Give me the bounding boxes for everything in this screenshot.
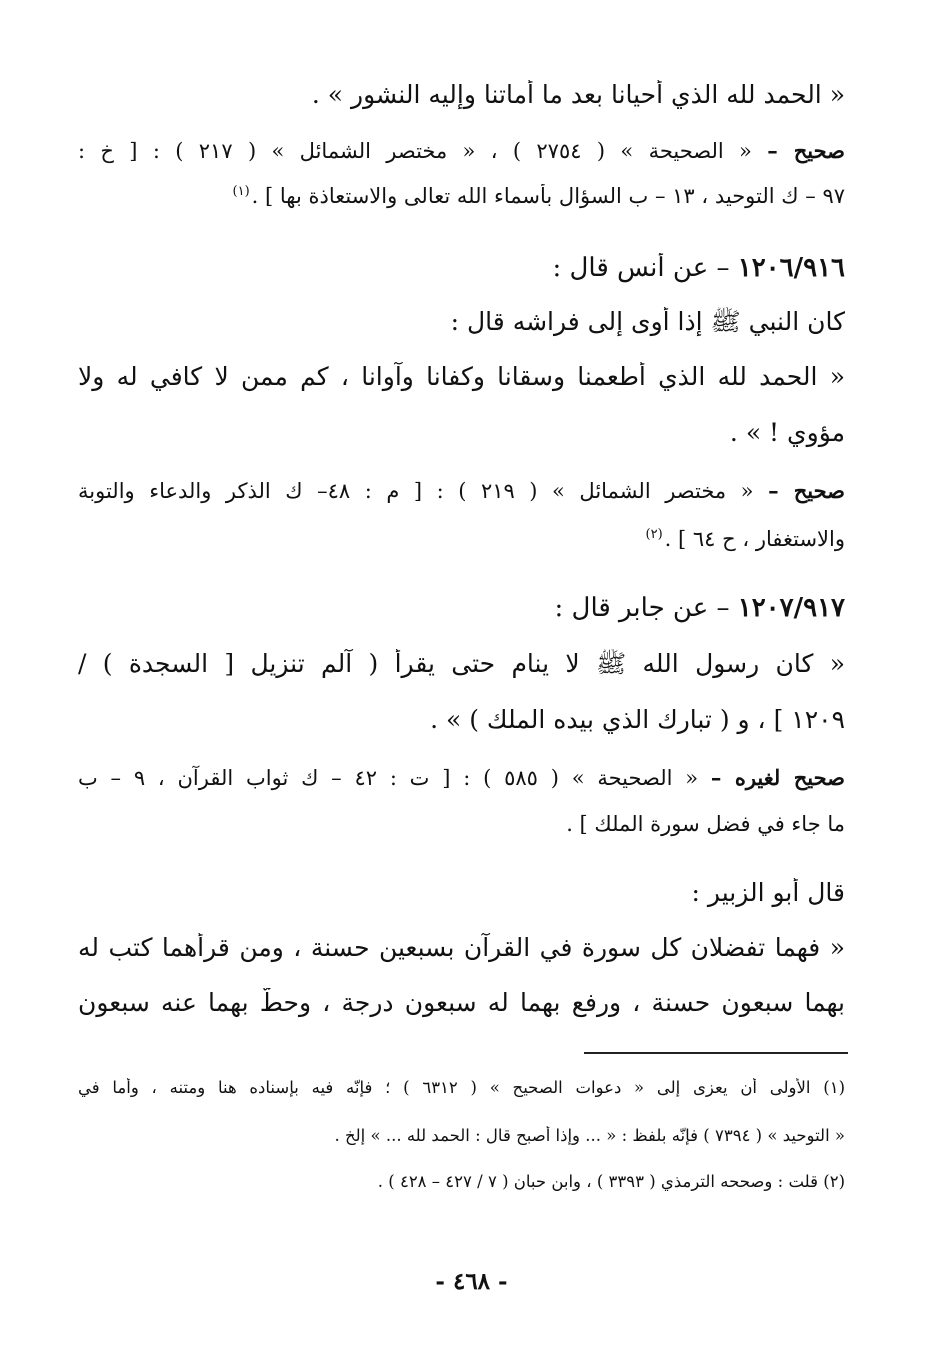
footnote-line: (١) الأولى أن يعزى إلى « دعوات الصحيح » ( ٦٣١٢ ) ؛ فإنّه فيه بإسناده هنا ومتنه ، وأما في: [78, 1078, 845, 1097]
hadith-text-line: « فهما تفضلان كل سورة في القرآن بسبعين حسنة ، ومن قرأهما كتب له: [78, 933, 845, 962]
grade-label: صحيح –: [768, 478, 845, 503]
hadith-text-line: ١٢٠٩ ] ، و ( تبارك الذي بيده الملك ) » .: [430, 705, 845, 734]
hadith-text-line: « الحمد لله الذي أحيانا بعد ما أماتنا وإليه النشور » .: [311, 80, 845, 109]
hadith-number: ١٢٠٧/٩١٧: [737, 593, 845, 623]
footnote-marker: (١): [232, 184, 250, 199]
hadith-text-line: كان النبي ﷺ إذا أوى إلى فراشه قال :: [450, 307, 845, 336]
footnote-divider: [584, 1052, 848, 1054]
grade-label: صحيح لغيره –: [710, 765, 845, 790]
source-text: « الصحيحة » ( ٢٧٥٤ ) ، « مختصر الشمائل » ( ٢١٧ ) : [ خ :: [78, 139, 768, 163]
narrator-text: – عن جابر قال :: [554, 593, 738, 623]
source-text: « الصحيحة » ( ٥٨٥ ) : [ ت : ٤٢ – ك ثواب القرآن ، ٩ – ب: [78, 766, 711, 790]
hadith-text-line: قال أبو الزبير :: [691, 878, 845, 907]
grade-label: صحيح –: [767, 138, 845, 163]
source-text: « مختصر الشمائل » ( ٢١٩ ) : [ م : ٤٨– ك الذكر والدعاء والتوبة: [78, 479, 769, 503]
source-line: [78, 765, 845, 791]
footnote-line: (٢) قلت : وصححه الترمذي ( ٣٣٩٣ ) ، وابن حبان ( ٧ / ٤٢٧ – ٤٢٨ ) .: [377, 1172, 845, 1191]
source-text: والاستغفار ، ح ٦٤ ] .: [664, 527, 845, 551]
hadith-number: ١٢٠٦/٩١٦: [737, 253, 845, 283]
hadith-text-line: « كان رسول الله ﷺ لا ينام حتى يقرأ ( آلم تنزيل [ السجدة ) /: [78, 649, 845, 678]
source-line: [78, 138, 845, 164]
footnote-marker: (٢): [645, 527, 663, 542]
page-number: - ٤٦٨ -: [435, 1268, 508, 1295]
source-line: [78, 184, 845, 209]
footnote-line: « التوحيد » ( ٧٣٩٤ ) فإنّه بلفظ : « ... وإذا أصبح قال : الحمد لله ... » إلخ .: [334, 1126, 845, 1145]
hadith-text-line: بهما سبعون حسنة ، ورفع بهما له سبعون درجة ، وحطّ بهما عنه سبعون: [78, 988, 845, 1017]
source-line: ما جاء في فضل سورة الملك ] .: [566, 812, 845, 836]
source-line: [78, 478, 845, 504]
hadith-text-line: مؤوي ! » .: [729, 418, 845, 447]
hadith-text-line: « الحمد لله الذي أطعمنا وسقانا وكفانا وآوانا ، كم ممن لا كافي له ولا: [78, 362, 845, 391]
hadith-heading: [78, 593, 845, 624]
source-text: ٩٧ – ك التوحيد ، ١٣ – ب السؤال بأسماء الله تعالى والاستعاذة بها ] .: [251, 184, 845, 208]
hadith-heading: [78, 253, 845, 284]
narrator-text: – عن أنس قال :: [552, 253, 738, 283]
source-line: [78, 527, 845, 552]
